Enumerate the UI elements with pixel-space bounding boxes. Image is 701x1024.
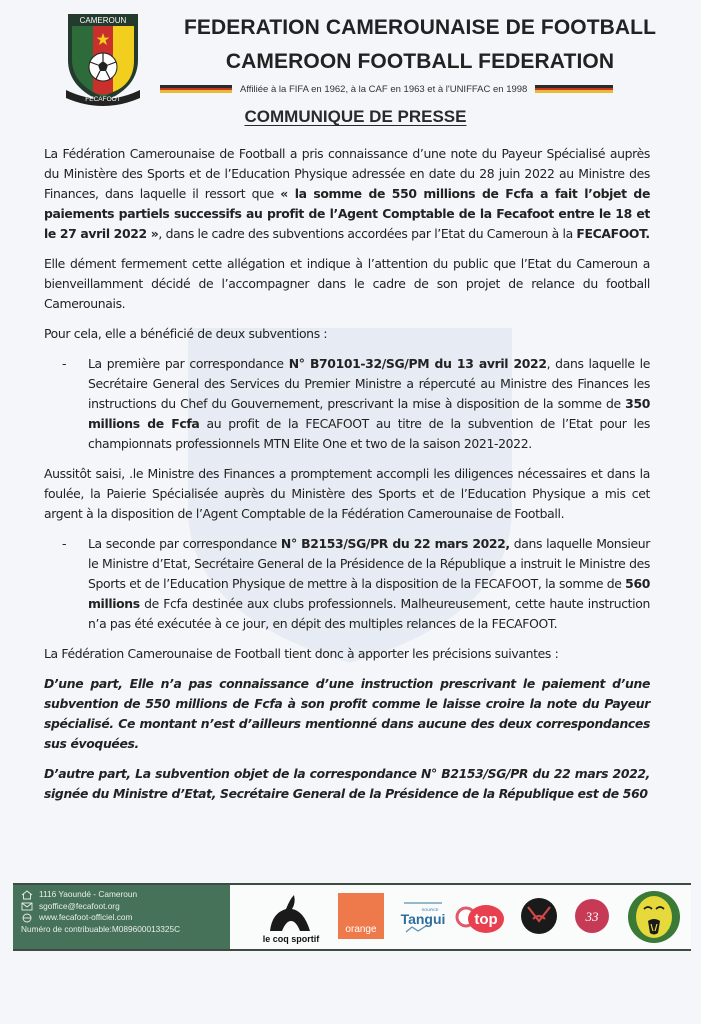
mail-icon xyxy=(21,901,33,911)
flag-stripe-right xyxy=(535,85,613,93)
footer-bar xyxy=(13,883,691,951)
flag-stripe-left xyxy=(160,85,232,93)
paragraph-first-point: D’une part, Elle n’a pas connaissance d’une instruction prescrivant le paiement d’une subvention de 550 millions de Fcfa à son profit comme le laisse croire la note du Payeur spécialisé. Ce montant n’est d’ailleurs mentionné dans aucune des deux correspondances sus évoquées. xyxy=(44,676,650,751)
paragraph-second-point: D’autre part, La subvention objet de la correspondance N° B2153/SG/PR du 22 mars 2022, signée du Ministre d’Etat, Secrétaire General de la Présidence de la République est de 560 xyxy=(44,766,650,801)
paragraph-denial: Elle dément fermement cette allégation et indique à l’attention du public que l’Etat du Cameroun a bienveillamment décidé de l’accompagner dans le cadre de son projet de relance du football Camerounais. xyxy=(44,256,650,311)
list-item-second-subsidy: - La seconde par correspondance N° B2153/SG/PR du 22 mars 2022, dans laquelle Monsieur le Ministre d’Etat, Secrétaire General de la Présidence de la République a instruit le Ministre des Sports et de l’Education Physique de mettre à la disposition de la FECAFOOT, la somme de 560 millions de Fcfa destinée aux clubs professionnels. Malheureusement, cette haute instruction n’a pas été exécutée à ce jour, en dépit des multiples relances de la FECAFOOT. xyxy=(62,536,650,631)
affiliation-row xyxy=(160,82,690,96)
affiliation-text: Affiliée à la FIFA en 1962, à la CAF en 1963 et à l'UNIFFAC en 1998 xyxy=(240,83,528,95)
contact-box xyxy=(13,885,230,949)
org-title-fr: FEDERATION CAMEROUNAISE DE FOOTBALL xyxy=(183,16,657,39)
svg-text:SOURCE: SOURCE xyxy=(421,907,439,912)
svg-text:Tangui: Tangui xyxy=(400,911,446,927)
document-title xyxy=(0,107,701,127)
contact-email[interactable]: sgoffice@fecafoot.org xyxy=(21,901,230,913)
document-body xyxy=(44,144,650,814)
svg-text:top: top xyxy=(474,911,498,928)
svg-text:33: 33 xyxy=(585,909,599,924)
contact-taxpayer: Numéro de contribuable:M089600013325C xyxy=(21,923,181,934)
home-icon xyxy=(21,890,33,900)
paragraph-finance-action: Aussitôt saisi, .le Ministre des Finances a promptement accompli les diligences nécessaires et dans la foulée, la Paierie Spécialisée auprès du Ministère des Sports et de l’Education Physique a mis cet argent à la disposition de l’Agent Comptable de la Fédération Camerounaise de Football. xyxy=(44,466,650,521)
lecoqsportif-logo xyxy=(256,889,326,945)
org-title-en: CAMEROON FOOTBALL FEDERATION xyxy=(225,50,615,73)
beer-brand-logo xyxy=(520,897,558,935)
top-logo xyxy=(452,895,508,939)
contact-address: 1116 Yaoundé - Cameroun xyxy=(21,889,230,901)
globe-icon xyxy=(21,913,33,923)
fecafoot-logo xyxy=(62,10,144,106)
paragraph-subsidies-intro: Pour cela, elle a bénéficié de deux subventions : xyxy=(44,326,328,341)
contact-website[interactable]: www.fecafoot-officiel.com xyxy=(21,912,230,924)
document-title-text: COMMUNIQUE DE PRESSE xyxy=(244,107,467,126)
33-export-logo xyxy=(570,895,614,937)
paragraph-intro: La Fédération Camerounaise de Football a pris connaissance d’une note du Payeur Spécialisé auprès du Ministère des Sports et de l’Education Physique adressée en date du 28 juin 2022 au Ministre des Finances, dans laquelle il ressort que « la somme de 550 millions de Fcfa a fait l’objet de paiements partiels successifs au profit de l’Agent Comptable de la Fecafoot entre le 18 et le 27 avril 2022 », dans le cadre des subventions accordées par l’Etat du Cameroun à la FECAFOOT. xyxy=(44,146,651,241)
tangui-logo xyxy=(400,897,446,937)
sponsor-logos xyxy=(230,885,691,949)
paragraph-clarifications: La Fédération Camerounaise de Football tient donc à apporter les précisions suivantes : xyxy=(44,646,559,661)
indomitable-lions-logo xyxy=(626,889,682,945)
logo-ribbon-text: FECAFOOT xyxy=(85,96,121,103)
logo-top-text: CAMEROUN xyxy=(79,16,127,25)
svg-text:le coq sportif: le coq sportif xyxy=(262,934,320,944)
list-item-first-subsidy: - La première par correspondance N° B70101-32/SG/PM du 13 avril 2022, dans laquelle le Secrétaire General des Services du Premier Ministre a répercuté au Ministre des Finances les instructions du Chef du Gouvernement, prescrivant la mise à disposition de la somme de 350 millions de Fcfa au profit de la FECAFOOT au titre de la subvention de l’Etat pour les championnats professionnels MTN Elite One et two de la saison 2021-2022. xyxy=(62,356,650,451)
orange-logo: orange xyxy=(338,893,384,939)
